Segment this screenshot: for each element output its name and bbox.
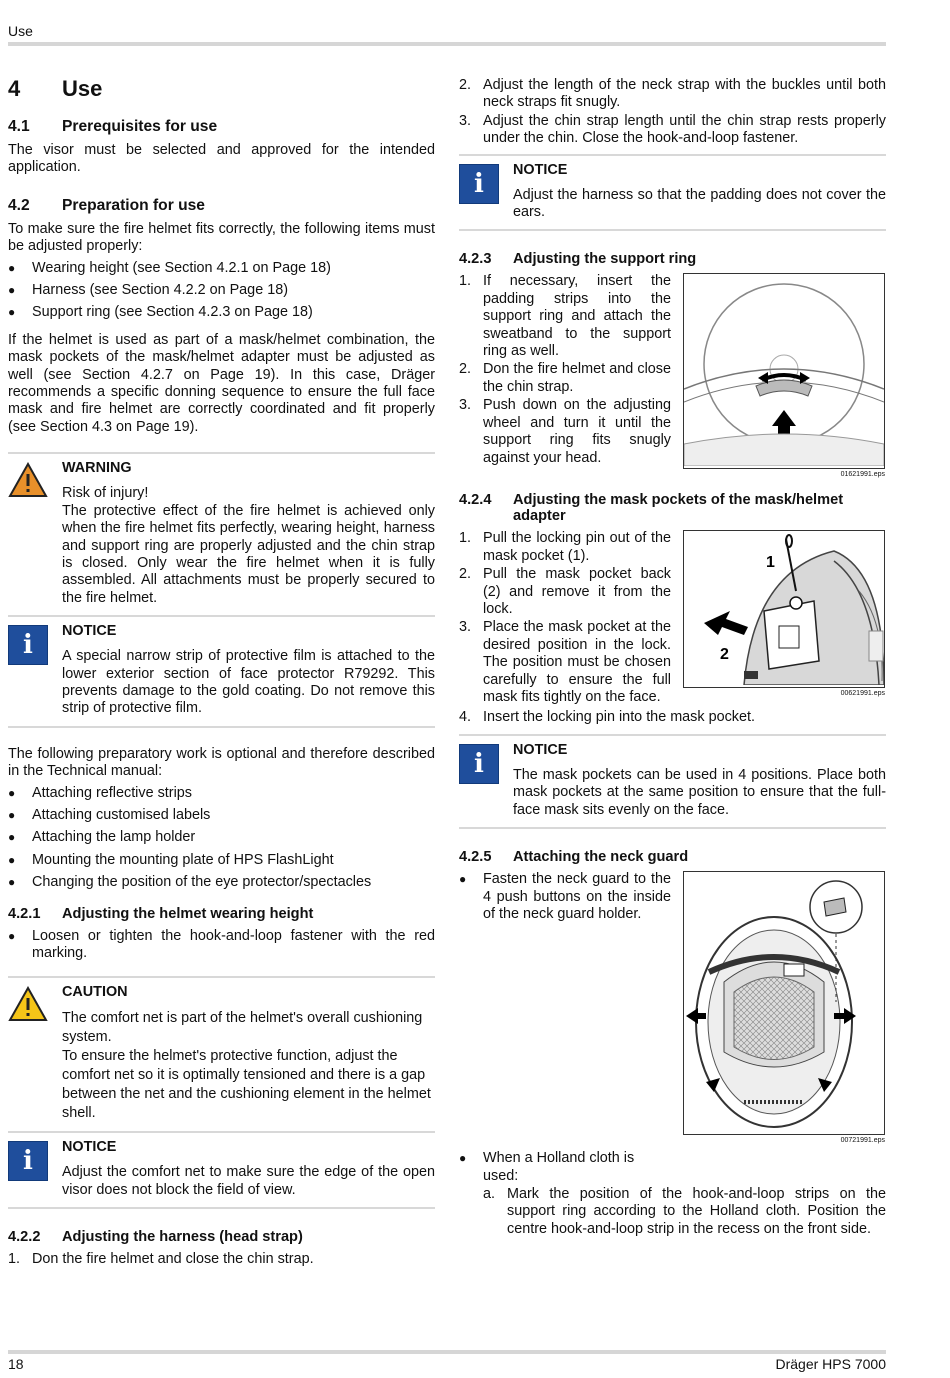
optional-intro: The following preparatory work is optional and therefore described in the Technical manual: bbox=[8, 745, 435, 780]
section-4-2-paragraph: If the helmet is used as part of a mask/helmet combination, the mask pockets of the mask/helmet adapter must be adjusted as well (see Section 4.2.7 on Page 19). In this case, Dräger recommends a specific donning sequence to ensure the full face mask and fire helmet are correctly coordinated and fit properly (see Section 4.3 on Page 19). bbox=[8, 331, 435, 435]
warning-line: Risk of injury! bbox=[62, 485, 149, 502]
caution-title: CAUTION bbox=[62, 984, 128, 1001]
support-ring-figure-wrap bbox=[683, 273, 885, 478]
info-icon: i bbox=[459, 164, 499, 204]
section-4-2-3-heading: 4.2.3 Adjusting the support ring bbox=[459, 251, 697, 268]
left-column bbox=[8, 68, 435, 1270]
section-4-2-intro: To make sure the fire helmet fits correctly, the following items must be adjusted properly: bbox=[8, 220, 435, 255]
notice-box-3 bbox=[459, 154, 886, 232]
step-item: 2. Don the fire helmet and close the chin strap. bbox=[459, 361, 671, 395]
list-item: ● Loosen or tighten the hook-and-loop fastener with the red marking. bbox=[8, 928, 435, 963]
list-item: ● Changing the position of the eye protector/spectacles bbox=[8, 874, 435, 891]
step-item: 2. Pull the mask pocket back (2) and remove it from the lock. bbox=[459, 566, 671, 618]
optional-list bbox=[8, 785, 435, 892]
section-4-2-5-heading: 4.2.5 Attaching the neck guard bbox=[459, 849, 689, 866]
warning-text: The protective effect of the fire helmet is achieved only when the fire helmet fits perfectly, wearing height, harness and support ring are properly adjusted and the chin strap is closed. Only wear the fire helmet when it is fully assembled. All attachments must be properly secured to the fire helmet. bbox=[62, 502, 435, 606]
callout-2: 2 bbox=[720, 646, 729, 664]
chapter-heading: 4 Use bbox=[8, 76, 103, 101]
step-item: 1. Don the fire helmet and close the chin strap. bbox=[8, 1251, 314, 1268]
list-item: ● Attaching customised labels bbox=[8, 807, 435, 824]
notice-title: NOTICE bbox=[513, 741, 568, 758]
caution-text-1: The comfort net is part of the helmet's overall cushioning system. bbox=[62, 1010, 423, 1046]
step-item: 4. Insert the locking pin into the mask pocket. bbox=[459, 708, 755, 725]
warning-title: WARNING bbox=[62, 460, 132, 477]
section-4-2-4-heading: 4.2.4 Adjusting the mask pockets of the mask/helmet adapter bbox=[459, 492, 844, 525]
info-icon: i bbox=[8, 1141, 48, 1181]
step-item: 3. Place the mask pocket at the desired position in the lock. The position must be chosen carefully to ensure the full mask fits tightly on the face. bbox=[459, 619, 671, 706]
notice-text: Adjust the comfort net to make sure the edge of the open visor does not block the field of view. bbox=[62, 1164, 435, 1198]
running-header: Use bbox=[8, 23, 33, 39]
neck-guard-figure bbox=[683, 871, 885, 1135]
mask-pocket-step-4 bbox=[459, 709, 886, 726]
notice-title: NOTICE bbox=[62, 1139, 117, 1156]
info-icon: i bbox=[459, 744, 499, 784]
footer-rule bbox=[8, 1350, 886, 1354]
callout-1: 1 bbox=[766, 554, 775, 572]
notice-text: A special narrow strip of protective film is attached to the lower exterior section of face protector R79292. This prevents damage to the gold coating. Do not remove this strip of protective film. bbox=[62, 648, 435, 717]
right-column bbox=[459, 77, 886, 1239]
support-ring-steps bbox=[459, 273, 671, 478]
support-ring-block bbox=[459, 273, 886, 478]
harness-steps bbox=[8, 1251, 435, 1268]
mask-pocket-steps bbox=[459, 530, 671, 707]
step-item: a. Mark the position of the hook-and-loop strips on the support ring according to the Holland cloth. Position the centre hook-and-loop strip in the recess on the front side. bbox=[483, 1185, 886, 1237]
step-item: 3. Adjust the chin strap length until the chin strap rests properly under the chin. Close the hook-and-loop fastener. bbox=[459, 112, 886, 147]
section-4-2-1-heading: 4.2.1 Adjusting the helmet wearing height bbox=[8, 905, 314, 922]
list-item: ● Mounting the mounting plate of HPS FlashLight bbox=[8, 852, 435, 869]
section-4-2-2-heading: 4.2.2 Adjusting the harness (head strap) bbox=[8, 1229, 303, 1246]
header-rule bbox=[8, 42, 886, 46]
figure-caption: 00621991.eps bbox=[840, 690, 885, 698]
notice-box-4 bbox=[459, 734, 886, 829]
harness-steps-continued bbox=[459, 77, 886, 148]
support-ring-figure bbox=[683, 273, 885, 469]
notice-box-1 bbox=[8, 617, 435, 728]
caution-icon bbox=[8, 986, 48, 1027]
warning-icon bbox=[8, 462, 48, 503]
holland-cloth-substeps bbox=[483, 1186, 886, 1238]
adjust-items-list bbox=[8, 260, 435, 322]
step-item: 2. Adjust the length of the neck strap with the buckles until both neck straps fit snugly. bbox=[459, 77, 886, 111]
caution-text-2: To ensure the helmet's protective function, adjust the comfort net so it is optimally tensioned and there is a gap between the net and the cushioning element in the helmet shell. bbox=[62, 1048, 431, 1122]
list-item: ● Attaching the lamp holder bbox=[8, 829, 435, 846]
mask-pocket-figure-wrap bbox=[683, 530, 885, 707]
mask-pocket-block bbox=[459, 530, 886, 707]
caution-box bbox=[8, 976, 435, 1133]
warning-box bbox=[8, 452, 435, 617]
wearing-height-list bbox=[8, 928, 435, 963]
page-number: 18 bbox=[8, 1356, 24, 1372]
step-item: 1. Pull the locking pin out of the mask pocket (1). bbox=[459, 530, 671, 564]
neck-guard-block bbox=[459, 871, 886, 1144]
figure-caption: 00721991.eps bbox=[840, 1137, 885, 1145]
list-item: ● Support ring (see Section 4.2.3 on Page 18) bbox=[8, 304, 435, 321]
notice-text: The mask pockets can be used in 4 positions. Place both mask pockets at the same position to ensure that the full-face mask sits evenly on the face. bbox=[513, 766, 886, 818]
list-item: ● Attaching reflective strips bbox=[8, 785, 435, 802]
product-name: Dräger HPS 7000 bbox=[775, 1356, 886, 1372]
neck-guard-figure-wrap bbox=[683, 871, 885, 1144]
list-item: ● Harness (see Section 4.2.2 on Page 18) bbox=[8, 282, 435, 299]
neck-guard-list bbox=[459, 871, 671, 1144]
list-item: ● Fasten the neck guard to the 4 push buttons on the inside of the neck guard holder. bbox=[459, 871, 671, 923]
notice-title: NOTICE bbox=[62, 623, 117, 640]
step-item: 1. If necessary, insert the padding strips into the support ring and attach the sweatband to the support ring as well. bbox=[459, 273, 671, 360]
mask-pocket-figure bbox=[683, 530, 885, 688]
list-item: ● Wearing height (see Section 4.2.1 on Page 18) bbox=[8, 260, 435, 277]
notice-text: Adjust the harness so that the padding does not cover the ears. bbox=[513, 186, 886, 221]
section-4-2-heading: 4.2 Preparation for use bbox=[8, 196, 205, 214]
holland-cloth-list bbox=[459, 1150, 886, 1185]
notice-title: NOTICE bbox=[513, 161, 568, 178]
section-4-1-text: The visor must be selected and approved for the intended application. bbox=[8, 142, 435, 176]
section-4-1-heading: 4.1 Prerequisites for use bbox=[8, 118, 218, 135]
info-icon: i bbox=[8, 625, 48, 665]
list-item: ● When a Holland cloth is used: bbox=[459, 1150, 886, 1185]
step-item: 3. Push down on the adjusting wheel and turn it until the support ring fits snugly against your head. bbox=[459, 397, 671, 466]
figure-caption: 01621991.eps bbox=[840, 471, 885, 479]
notice-box-2 bbox=[8, 1133, 435, 1209]
